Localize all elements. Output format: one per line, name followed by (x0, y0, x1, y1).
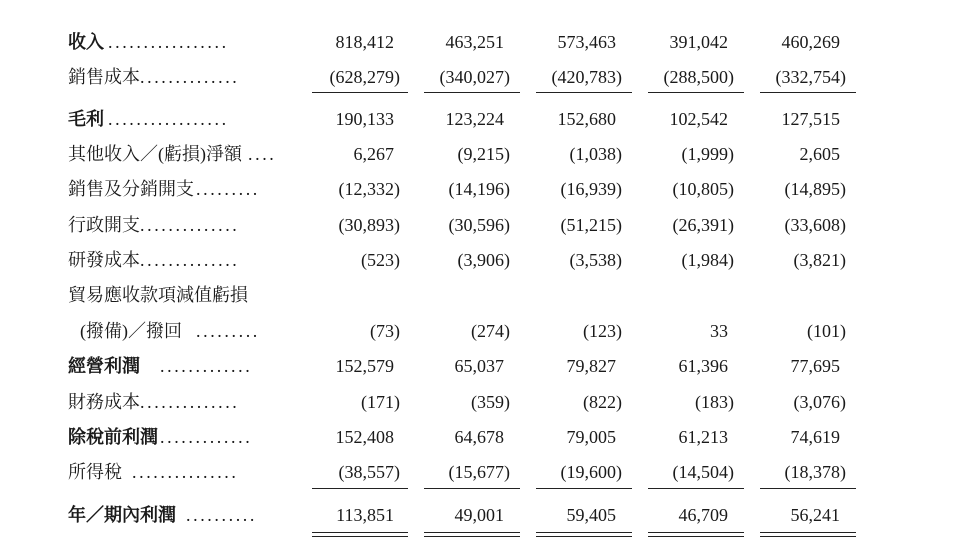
leader-dots: ................. (108, 109, 229, 129)
row-label: 研發成本 (68, 250, 140, 270)
table-row (0, 210, 960, 240)
value-cell: (38,557) (338, 462, 400, 482)
value-cell: (288,500) (663, 67, 734, 87)
leader-dots: ............... (132, 462, 239, 482)
value-cell: (274) (471, 321, 510, 341)
value-cell: 2,605 (799, 144, 840, 164)
value-cell: 152,579 (335, 356, 394, 376)
table-row (0, 27, 960, 57)
table-row (0, 174, 960, 204)
row-label: 銷售及分銷開支 (68, 179, 194, 199)
value-cell: 61,396 (678, 356, 728, 376)
value-cell: (12,332) (338, 179, 400, 199)
value-cell: 61,213 (678, 427, 728, 447)
value-cell: (14,895) (784, 179, 846, 199)
total-rule (760, 532, 856, 533)
value-cell: 463,251 (445, 32, 504, 52)
total-rule (536, 532, 632, 533)
value-cell: 77,695 (790, 356, 840, 376)
value-cell: 33 (710, 321, 728, 341)
value-cell: (1,999) (681, 144, 734, 164)
leader-dots: ......... (196, 179, 260, 199)
table-row (0, 457, 960, 487)
value-cell: (14,196) (448, 179, 510, 199)
table-row (0, 104, 960, 134)
value-cell: (14,504) (672, 462, 734, 482)
subtotal-rule (648, 92, 744, 93)
row-label: 銷售成本 (68, 67, 140, 87)
value-cell: (420,783) (551, 67, 622, 87)
value-cell: 79,005 (566, 427, 616, 447)
table-row (0, 500, 960, 530)
subtotal-rule (536, 92, 632, 93)
value-cell: 102,542 (669, 109, 728, 129)
value-cell: (123) (583, 321, 622, 341)
value-cell: 74,619 (790, 427, 840, 447)
value-cell: 127,515 (781, 109, 840, 129)
value-cell: (183) (695, 392, 734, 412)
value-cell: 46,709 (678, 505, 728, 525)
value-cell: (628,279) (329, 67, 400, 87)
value-cell: (523) (361, 250, 400, 270)
value-cell: (26,391) (672, 215, 734, 235)
value-cell: 152,408 (335, 427, 394, 447)
subtotal-rule (648, 488, 744, 489)
subtotal-rule (312, 92, 408, 93)
value-cell: (1,984) (681, 250, 734, 270)
leader-dots: .............. (140, 215, 240, 235)
row-label: 行政開支 (68, 215, 140, 235)
leader-dots: .......... (186, 505, 257, 525)
table-row (0, 139, 960, 169)
value-cell: 460,269 (781, 32, 840, 52)
row-label: 所得稅 (68, 462, 122, 482)
row-label: 財務成本 (68, 392, 140, 412)
row-label: 貿易應收款項減值虧損 (68, 285, 248, 305)
value-cell: 59,405 (566, 505, 616, 525)
table-row (0, 245, 960, 275)
leader-dots: ......... (196, 321, 260, 341)
table-row (0, 62, 960, 92)
total-rule (424, 532, 520, 533)
value-cell: (73) (370, 321, 400, 341)
value-cell: (359) (471, 392, 510, 412)
value-cell: (3,821) (793, 250, 846, 270)
row-label: (撥備)／撥回 (80, 321, 182, 341)
value-cell: 818,412 (335, 32, 394, 52)
value-cell: 190,133 (335, 109, 394, 129)
subtotal-rule (536, 488, 632, 489)
value-cell: (51,215) (560, 215, 622, 235)
leader-dots: ............. (160, 427, 253, 447)
value-cell: (1,038) (569, 144, 622, 164)
total-rule (536, 536, 632, 537)
value-cell: 64,678 (454, 427, 504, 447)
table-row (0, 316, 960, 346)
value-cell: (15,677) (448, 462, 510, 482)
value-cell: 123,224 (445, 109, 504, 129)
value-cell: (19,600) (560, 462, 622, 482)
row-label: 除稅前利潤 (68, 427, 158, 447)
value-cell: 391,042 (669, 32, 728, 52)
leader-dots: ................. (108, 32, 229, 52)
total-rule (648, 536, 744, 537)
subtotal-rule (760, 92, 856, 93)
leader-dots: .... (248, 144, 277, 164)
value-cell: 152,680 (557, 109, 616, 129)
value-cell: 56,241 (790, 505, 840, 525)
leader-dots: .............. (140, 67, 240, 87)
table-row (0, 422, 960, 452)
leader-dots: .............. (140, 392, 240, 412)
table-row (0, 387, 960, 417)
value-cell: (822) (583, 392, 622, 412)
value-cell: (10,805) (672, 179, 734, 199)
value-cell: (16,939) (560, 179, 622, 199)
value-cell: (3,076) (793, 392, 846, 412)
leader-dots: ............. (160, 356, 253, 376)
value-cell: (3,906) (457, 250, 510, 270)
value-cell: 79,827 (566, 356, 616, 376)
total-rule (312, 536, 408, 537)
row-label: 收入 (68, 32, 104, 52)
value-cell: (33,608) (784, 215, 846, 235)
value-cell: (3,538) (569, 250, 622, 270)
value-cell: (30,893) (338, 215, 400, 235)
value-cell: (9,215) (457, 144, 510, 164)
row-label: 年／期內利潤 (68, 505, 176, 525)
total-rule (312, 532, 408, 533)
value-cell: (18,378) (784, 462, 846, 482)
subtotal-rule (424, 488, 520, 489)
leader-dots: .............. (140, 250, 240, 270)
table-row (0, 280, 960, 310)
row-label: 經營利潤 (68, 356, 140, 376)
subtotal-rule (312, 488, 408, 489)
value-cell: (171) (361, 392, 400, 412)
value-cell: (332,754) (775, 67, 846, 87)
value-cell: 573,463 (557, 32, 616, 52)
row-label: 毛利 (68, 109, 104, 129)
value-cell: (101) (807, 321, 846, 341)
value-cell: 113,851 (336, 505, 394, 525)
total-rule (648, 532, 744, 533)
subtotal-rule (760, 488, 856, 489)
value-cell: (340,027) (439, 67, 510, 87)
total-rule (760, 536, 856, 537)
value-cell: (30,596) (448, 215, 510, 235)
total-rule (424, 536, 520, 537)
table-row (0, 351, 960, 381)
row-label: 其他收入／(虧損)淨額 (68, 144, 242, 164)
subtotal-rule (424, 92, 520, 93)
value-cell: 49,001 (454, 505, 504, 525)
value-cell: 65,037 (454, 356, 504, 376)
value-cell: 6,267 (353, 144, 394, 164)
